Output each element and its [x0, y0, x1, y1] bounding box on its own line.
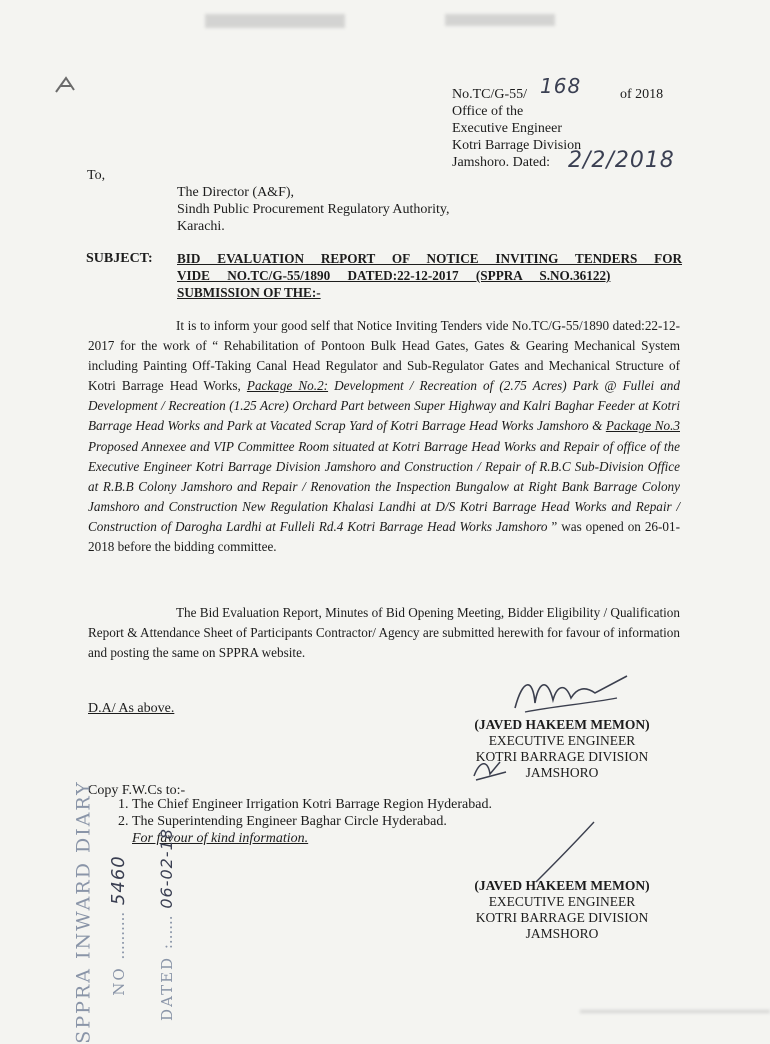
copy-item: 2. The Superintending Engineer Baghar Circle Hyderabad. [132, 813, 592, 830]
stamp-title: SPPRA INWARD DIARY [72, 780, 95, 1044]
copy-item: 1. The Chief Engineer Irrigation Kotri Barrage Region Hyderabad. [132, 796, 592, 813]
subject-line: VIDE NO.TC/G-55/1890 DATED:22-12-2017 (SPPRA S.NO.36122) [177, 268, 611, 283]
body-paragraph-2 [88, 603, 680, 663]
reference-prefix: No.TC/G-55/ [452, 87, 528, 102]
stamp-number-row: NO .......... 5460 [107, 855, 129, 996]
reference-year: of 2018 [620, 87, 664, 102]
date-handwritten: 2/2/2018 [568, 148, 675, 173]
copy-note: For favour of kind information. [132, 831, 309, 846]
subject-text [177, 250, 682, 301]
enclosure-note: D.A/ As above. [88, 701, 175, 716]
package-2-label: Package No.2: [246, 378, 329, 394]
body-paragraph-2-text: The Bid Evaluation Report, Minutes of Bid Opening Meeting, Bidder Eligibility / Qualification Report & Attendance Sheet of Participants Contractor/ Agency are submitted herewith for favour of information and posting the same on SPPRA website. [88, 605, 680, 661]
office-line: Office of the [452, 104, 524, 119]
stamp-dated-label: DATED [157, 955, 176, 1021]
signatory-title: EXECUTIVE ENGINEER [488, 733, 636, 748]
signatory-block [452, 894, 672, 942]
addressee-line: Karachi. [177, 219, 225, 234]
package-2-text: Development / Recreation of (2.75 Acres) Park @ Fullei and Development / Recreation (1.25 Acre) Orchard Part between Super Highway and Kalri Baghar Feeder at Kotri Barrage Head Works and Park at Vacated Scrap Yard of Kotri Barrage Head Works Jamshoro & [88, 378, 680, 434]
scan-mark-icon [54, 74, 80, 96]
stamp-number-label: NO [109, 966, 128, 996]
addressee-line: The Director (A&F), [177, 185, 295, 200]
body-intro: It is to inform your good self that Notice Inviting Tenders vide No.TC/G-55/1890 dated:22-12-2017 for the work of “ Rehabilitation of Pontoon Bulk Head Gates, Gates & Gearing Mechanical System including Painting Off-Taking Canal Head Regulator and Sub-Regulator Gates and Mechanical Structure of Kotri Barrage Head Works, [88, 318, 680, 394]
subject-label: SUBJECT: [86, 251, 153, 266]
dated-label: Jamshoro. Dated: [452, 155, 550, 170]
copy-heading: Copy F.W.Cs to:- [88, 783, 186, 798]
stamp-dated-value: 06-02-18 [156, 828, 176, 909]
scan-smudge [580, 1010, 770, 1013]
signatory-division: KOTRI BARRAGE DIVISION [475, 910, 649, 925]
stamp-number-value: 5460 [107, 855, 129, 906]
signatory-division: KOTRI BARRAGE DIVISION [475, 749, 649, 764]
signatory-place: JAMSHORO [525, 926, 599, 941]
subject-line: SUBMISSION OF THE:- [177, 285, 321, 300]
signature-scribble [505, 668, 635, 718]
reference-number-handwritten: 168 [540, 74, 582, 98]
signatory-name: (JAVED HAKEEM MEMON) [474, 878, 650, 893]
body-opened-line: ” was opened on 26-01-2018 before the bidding committee. [88, 518, 680, 555]
package-3-text: Proposed Annexee and VIP Committee Room situated at Kotri Barrage Head Works and Repair of office of the Executive Engineer Kotri Barrage Division Jamshoro and Construction / Repair of R.B.C Sub-Division Office at R.B.B Colony Jamshoro and Repair / Renovation the Inspection Bungalow at Right Bank Barrage Colony Jamshoro and Construction New Regulation Khalasi Landhi at D/S Kotri Barrage Head Works and Repair / Construction of Darogha Lardhi at Fulleli Rd.4 Kotri Barrage Head Works Jamshoro [88, 438, 680, 534]
addressee-line: Sindh Public Procurement Regulatory Authority, [177, 202, 450, 217]
office-line: Kotri Barrage Division [452, 138, 582, 153]
signatory-title: EXECUTIVE ENGINEER [488, 894, 636, 909]
stamp-dated-row: DATED :...... 06-02-18 [156, 828, 176, 1021]
to-label: To, [87, 168, 106, 183]
initials-scribble [470, 756, 510, 782]
subject-line: BID EVALUATION REPORT OF NOTICE INVITING TENDERS FOR [177, 251, 682, 266]
body-paragraph-1 [88, 316, 680, 557]
copy-list [88, 796, 592, 830]
addressee-block [177, 184, 537, 235]
office-line: Executive Engineer [452, 121, 563, 136]
signatory-place: JAMSHORO [525, 765, 599, 780]
signatory-name: (JAVED HAKEEM MEMON) [474, 717, 650, 732]
scan-smudge [205, 14, 345, 28]
package-3-label: Package No.3 [605, 418, 680, 434]
scan-smudge [445, 14, 555, 26]
